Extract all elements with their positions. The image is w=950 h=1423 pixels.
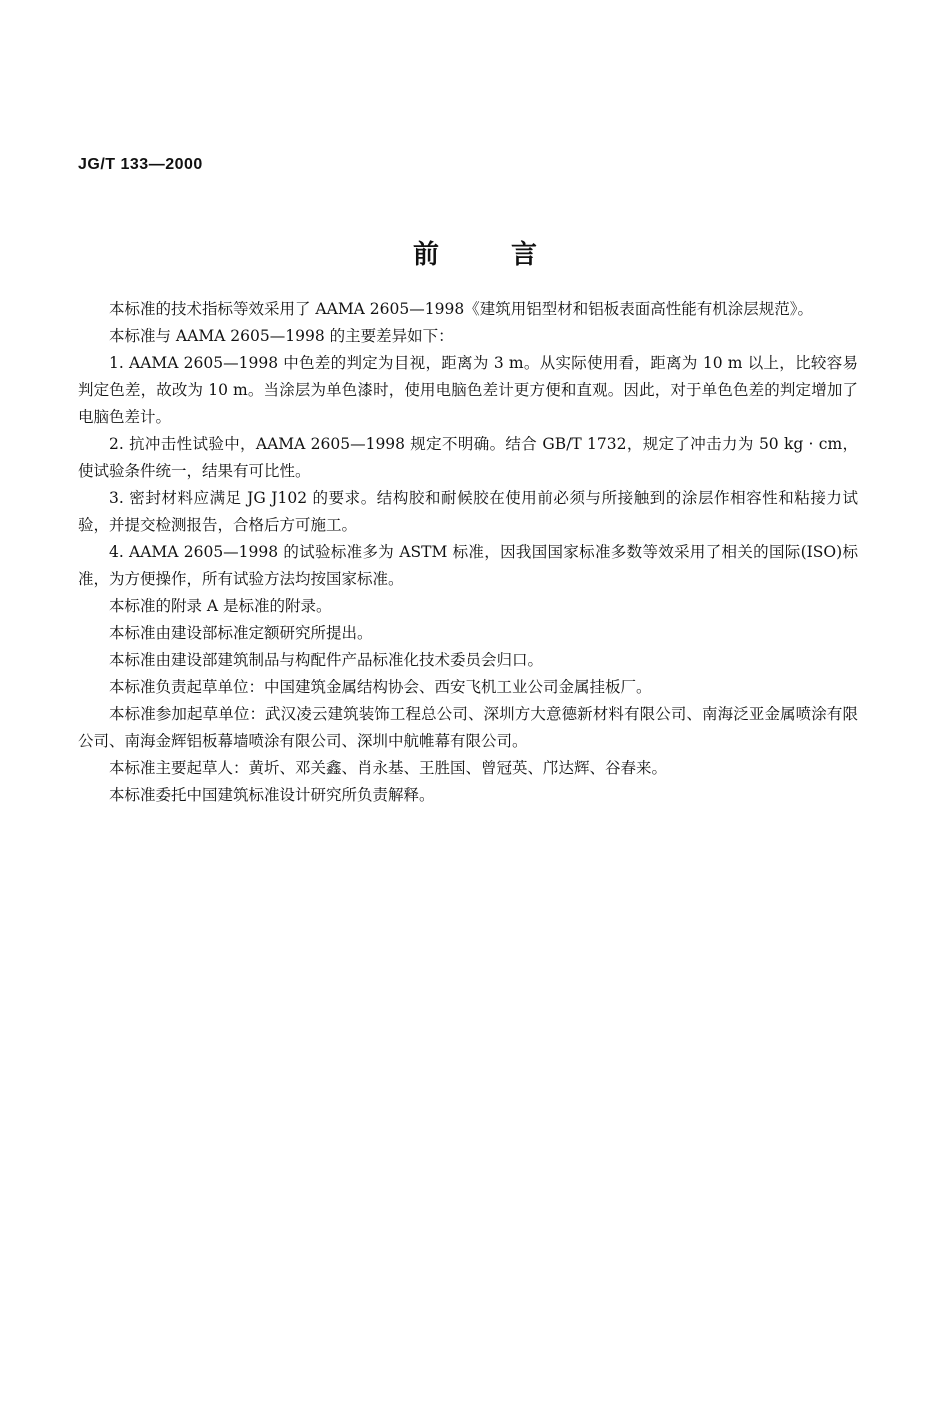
paragraph-drafters: 本标准主要起草人：黄圻、邓关鑫、肖永基、王胜国、曾冠英、邝达辉、谷春来。 [109, 759, 668, 777]
paragraph-appendix: 本标准的附录 A 是标准的附录。 [109, 597, 332, 615]
paragraph-differences-intro: 本标准与 AAMA 2605—1998 的主要差异如下： [109, 327, 454, 345]
paragraph-drafting-unit: 本标准负责起草单位：中国建筑金属结构协会、西安飞机工业公司金属挂板厂。 [109, 678, 652, 696]
paragraph-participating-units: 本标准参加起草单位：武汉凌云建筑装饰工程总公司、深圳方大意德新材料有限公司、南海泛亚金属喷涂有限公司、南海金辉铝板幕墙喷涂有限公司、深圳中航帷幕有限公司。 [78, 705, 858, 750]
paragraph-interpretation: 本标准委托中国建筑标准设计研究所负责解释。 [109, 786, 435, 804]
paragraph-responsible-committee: 本标准由建设部建筑制品与构配件产品标准化技术委员会归口。 [109, 651, 544, 669]
paragraph-difference-4: 4. AAMA 2605—1998 的试验标准多为 ASTM 标准，因我国国家标准多数等效采用了相关的国际(ISO)标准，为方便操作，所有试验方法均按国家标准。 [78, 543, 858, 588]
standard-code: JG/T 133—2000 [78, 156, 203, 173]
paragraph-adoption: 本标准的技术指标等效采用了 AAMA 2605—1998《建筑用铝型材和铝板表面高性能有机涂层规范》。 [109, 300, 813, 318]
foreword-body [78, 296, 858, 809]
paragraph-difference-2: 2. 抗冲击性试验中，AAMA 2605—1998 规定不明确。结合 GB/T 1732，规定了冲击力为 50 kg · cm，使试验条件统一，结果有可比性。 [78, 435, 858, 480]
paragraph-difference-3: 3. 密封材料应满足 JG J102 的要求。结构胶和耐候胶在使用前必须与所接触到的涂层作相容性和粘接力试验，并提交检测报告，合格后方可施工。 [78, 489, 858, 534]
page-title: 前言 [412, 240, 609, 270]
paragraph-proposer: 本标准由建设部标准定额研究所提出。 [109, 624, 373, 642]
paragraph-difference-1: 1. AAMA 2605—1998 中色差的判定为目视，距离为 3 m。从实际使用看，距离为 10 m 以上，比较容易判定色差，故改为 10 m。当涂层为单色漆时，使用电脑色差计更方便和直观。因此，对于单色色差的判定增加了电脑色差计。 [78, 354, 858, 426]
